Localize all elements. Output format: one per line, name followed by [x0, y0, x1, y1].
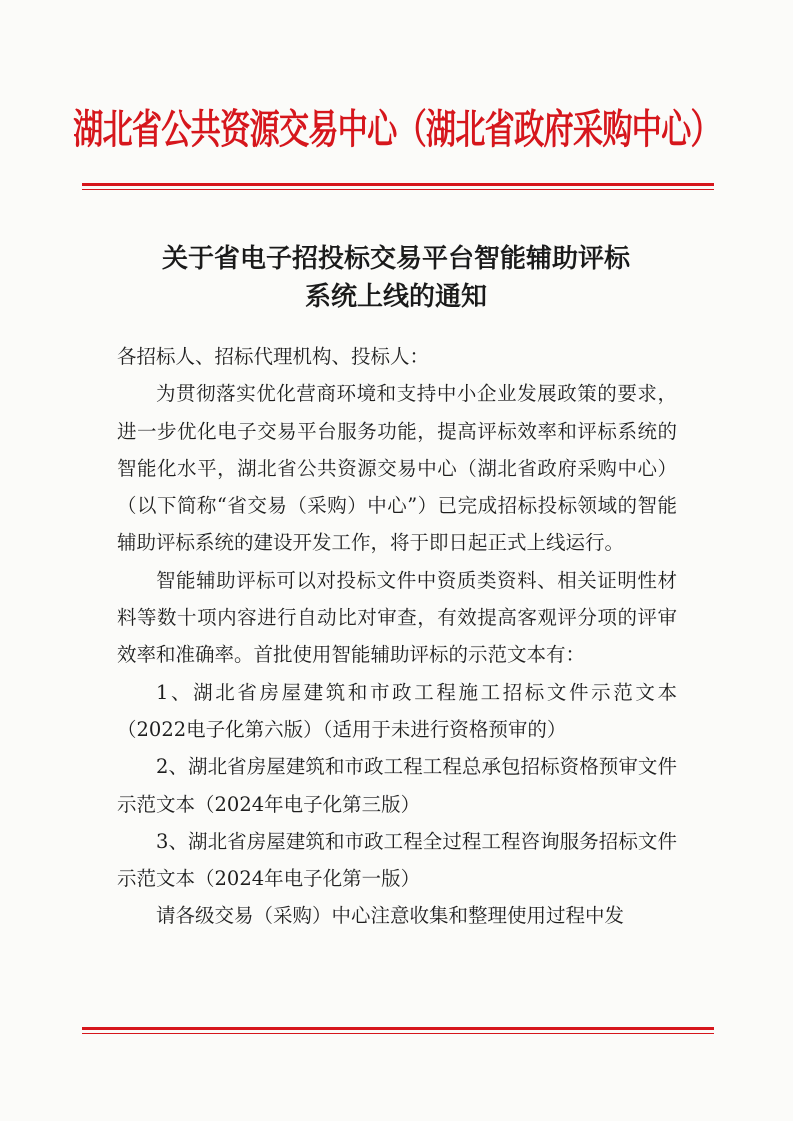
list-item-1: 1、湖北省房屋建筑和市政工程施工招标文件示范文本（2022电子化第六版）（适用于未进行资格预审的） [117, 680, 677, 741]
list-item-2: 2、湖北省房屋建筑和市政工程工程总承包招标资格预审文件示范文本（2024年电子化第三版） [117, 755, 677, 816]
list-item-3: 3、湖北省房屋建筑和市政工程全过程工程咨询服务招标文件示范文本（2024年电子化第一版） [117, 829, 677, 891]
paragraph-2: 智能辅助评标可以对投标文件中资质类资料、相关证明性材料等数十项内容进行自动比对审查，有效提高客观评分项的评审效率和准确率。首批使用智能辅助评标的示范文本有： [117, 568, 677, 667]
closing-paragraph: 请各级交易（采购）中心注意收集和整理使用过程中发 [156, 904, 625, 928]
salutation: 各招标人、招标代理机构、投标人： [117, 345, 430, 368]
notice-body [117, 338, 677, 935]
footer-divider [82, 1027, 714, 1034]
notice-title-line1: 关于省电子招投标交易平台智能辅助评标 [161, 244, 630, 274]
header-divider [82, 183, 714, 190]
org-letterhead: 湖北省公共资源交易中心（湖北省政府采购中心） [73, 107, 720, 154]
notice-title [96, 240, 696, 316]
notice-title-line2: 系统上线的通知 [304, 282, 487, 312]
paragraph-1: 为贯彻落实优化营商环境和支持中小企业发展政策的要求，进一步优化电子交易平台服务功能，提高评标效率和评标系统的智能化水平，湖北省公共资源交易中心（湖北省政府采购中心）（以下简称“省交易（采购）中心”）已完成招标投标领域的智能辅助评标系统的建设开发工作，将于即日起正式上线运行。 [117, 382, 677, 555]
